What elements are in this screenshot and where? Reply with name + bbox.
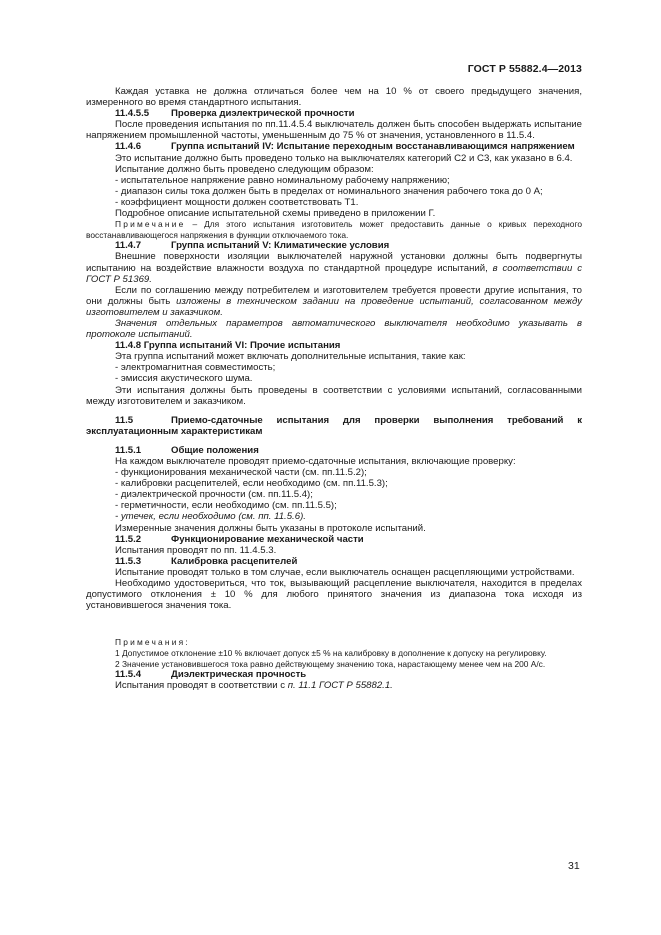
standard-reference: в соответствии с ГОСТ Р 51369. (86, 262, 582, 285)
section-title: Приемо-сдаточные испытания для проверки выполнения требований к эксплуатационным характеристикам (86, 414, 582, 437)
list-item: - эмиссия акустического шума. (115, 373, 253, 385)
note-label: Примечание (115, 219, 186, 230)
paragraph: Каждая уставка не должна отличаться более чем на 10 % от своего предыдущего значения, измеренного во время стандартного испытания. (86, 86, 582, 109)
paragraph: Измеренные значения должны быть указаны в протоколе испытаний. (115, 522, 426, 534)
section-number: 11.4.7 (115, 240, 142, 252)
section-heading-11-5 (86, 415, 582, 437)
paragraph: Подробное описание испытательной схемы приведено в приложении Г. (115, 208, 436, 220)
section-title: Калибровка расцепителей (171, 555, 298, 567)
section-heading-11-5-2 (86, 534, 582, 545)
section-heading-11-4-8: 11.4.8 Группа испытаний VI: Прочие испытания (115, 340, 341, 352)
list-item: - электромагнитная совместимость; (115, 362, 276, 374)
section-number: 11.5.4 (115, 669, 142, 681)
paragraph: Это испытание должно быть проведено только на выключателях категорий С2 и С3, как указано в 6.4. (115, 152, 573, 164)
paragraph: Значения отдельных параметров автоматического выключателя необходимо указывать в протоколе испытаний. (86, 317, 582, 341)
standard-reference: п. 11.1 ГОСТ Р 55882.1. (287, 680, 393, 692)
section-number: 11.4.5.5 (115, 108, 150, 120)
section-number: 11.5.2 (115, 533, 142, 545)
italic-text: изложены в техническом задании на проведение испытаний, согласованном между изготовителем и заказчиком. (86, 295, 582, 318)
section-number: 11.5 (115, 414, 134, 426)
paragraph-text: Испытания проводят в соответствии с (115, 680, 288, 692)
paragraph: Необходимо удостовериться, что ток, вызывающий расцепление выключателя, находится в пределах допустимого отклонения ± 10 % для любого принятого значения из диапазона тока исходя из установившегося значения тока. (86, 578, 582, 612)
list-item: - калибровки расцепителей, если необходимо (см. пп.11.5.3); (115, 478, 388, 490)
list-item: - коэффициент мощности должен соответствовать Т1. (115, 196, 359, 208)
paragraph-text: Если по соглашению между потребителем и изготовителем требуется провести другие испытания, то они должны быть (86, 284, 582, 307)
list-item: - герметичности, если необходимо (см. пп.11.5.5); (115, 500, 337, 512)
section-title: Общие положения (171, 444, 259, 456)
list-item: - диапазон силы тока должен быть в пределах от номинального значения рабочего тока до 0 А; (115, 185, 543, 197)
section-title: Проверка диэлектрической прочности (171, 108, 355, 120)
section-heading-11-5-1 (86, 445, 582, 456)
section-title: Функционирование механической части (171, 533, 364, 545)
section-title: Группа испытаний V: Климатические условия (171, 240, 390, 252)
list-item: - испытательное напряжение равно номинальному рабочему напряжению; (115, 174, 450, 186)
list-item: - функционирования механической части (см. пп.11.5.2); (115, 467, 367, 479)
paragraph: Испытание проводят только в том случае, если выключатель оснащен расцепляющими устройствами. (115, 566, 575, 578)
paragraph: Эта группа испытаний может включать дополнительные испытания, такие как: (115, 351, 466, 363)
paragraph (86, 251, 582, 284)
note-text: – Для этого испытания изготовитель может предоставить данные о кривых переходного восстанавливающегося напряжения в функции отключаемого тока. (86, 219, 582, 240)
section-heading-11-4-6 (86, 141, 582, 152)
section-title: Диэлектрическая прочность (171, 669, 307, 681)
list-item: - утечек, если необходимо (см. пп. 11.5.6). (115, 511, 306, 523)
paragraph: Испытание должно быть проведено следующим образом: (115, 163, 374, 175)
standard-header: ГОСТ Р 55882.4—2013 (467, 63, 582, 75)
notes-label: Примечания: (115, 637, 190, 648)
section-heading-11-4-5-5 (86, 108, 582, 119)
note: 1 Допустимое отклонение ±10 % включает допуск ±5 % на калибровку в дополнение к допуску на регулировку. (115, 647, 547, 658)
section-number: 11.4.6 (115, 141, 142, 153)
section-number: 11.5.1 (115, 444, 142, 456)
paragraph: На каждом выключателе проводят приемо-сдаточные испытания, включающие проверку: (115, 456, 516, 467)
note: 2 Значение установившегося тока равно действующему значению тока, нарастающему менее чем на 200 А/с. (115, 658, 546, 669)
section-heading-11-4-7 (86, 240, 582, 251)
paragraph: Испытания проводят по пп. 11.4.5.3. (115, 544, 277, 556)
section-title: Группа испытаний IV: Испытание переходным восстанавливающимся напряжением (171, 141, 575, 153)
section-heading-11-5-4 (86, 669, 582, 680)
paragraph: Эти испытания должны быть проведены в соответствии с условиями испытаний, согласованными между изготовителем и заказчиком. (86, 384, 582, 407)
paragraph (86, 680, 582, 691)
section-heading-11-5-3 (86, 556, 582, 567)
section-number: 11.5.3 (115, 555, 142, 567)
paragraph-text: Внешние поверхности изоляции выключателей наружной установки должны быть подвергнуты испытанию на воздействие влажности воздуха по стандартной процедуре испытаний, (86, 251, 582, 274)
document-body (86, 86, 582, 691)
note (86, 219, 582, 240)
list-item: - диэлектрической прочности (см. пп.11.5.4); (115, 489, 313, 501)
page-number: 31 (568, 860, 580, 872)
paragraph (86, 285, 582, 318)
paragraph: После проведения испытания по пп.11.4.5.4 выключатель должен быть способен выдержать испытание напряжением промышленной частоты, уменьшенным до 75 % от значения, установленного в 11.5.4. (86, 119, 582, 142)
